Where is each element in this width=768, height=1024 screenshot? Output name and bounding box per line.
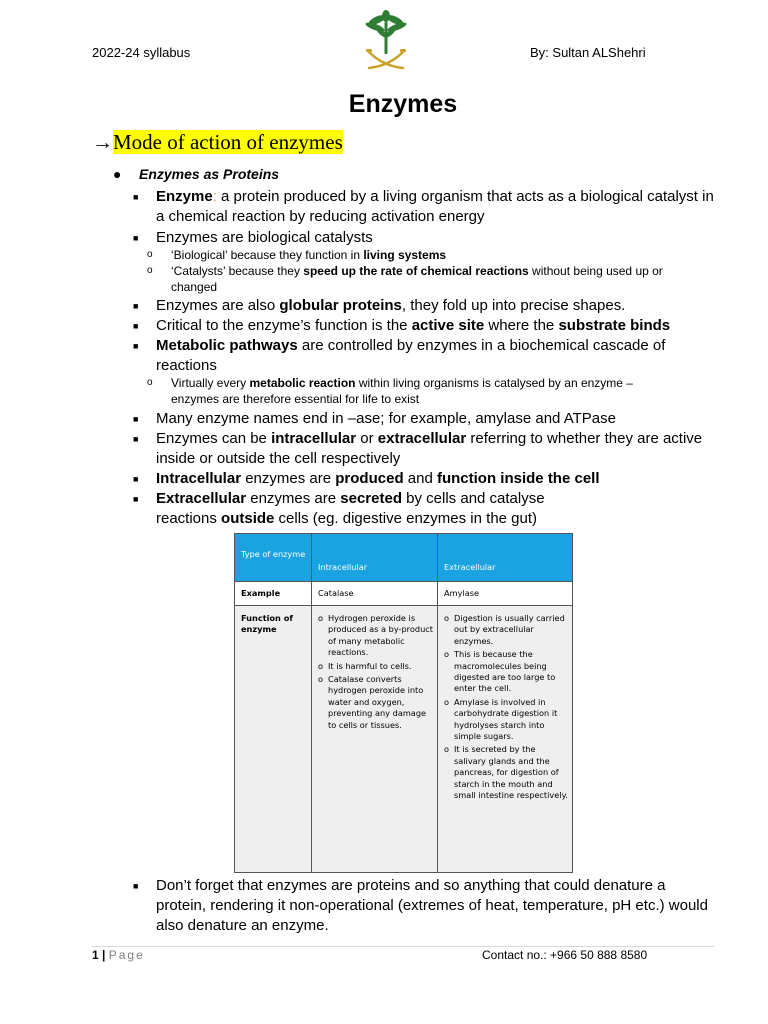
table-divider: [437, 534, 438, 872]
square-bullet-icon: ■: [133, 414, 139, 424]
bullet-intra-extra: [133, 429, 716, 469]
bullet-text: Many enzyme names end in –ase; for example, amylase and ATPase: [156, 410, 616, 427]
section-heading-text: Mode of action of enzymes: [113, 130, 343, 154]
bullet-text: where the: [484, 317, 559, 334]
subbullet-bold: metabolic reaction: [249, 376, 356, 390]
bullet-bold: produced: [335, 470, 404, 487]
list-item-text: It is secreted by the salivary glands and the pancreas, for digestion of starch in the mouth and small intestine respectively.: [454, 744, 568, 801]
subbullet-bold: speed up the rate of chemical reactions: [303, 264, 529, 278]
bullet-text: a protein produced by a living organism that acts as a biological catalyst in a chemical reaction by reducing activation energy: [156, 188, 714, 225]
table-header-intracellular: Intracellular: [318, 562, 368, 572]
subheading-text: Enzymes as Proteins: [139, 166, 280, 182]
enzyme-type-table: [234, 533, 573, 873]
palm-swords-logo-icon: [361, 8, 411, 74]
list-item: [444, 649, 568, 695]
list-item: [318, 613, 434, 659]
square-bullet-icon: ■: [133, 881, 139, 891]
footer-rule: [92, 946, 714, 947]
square-bullet-icon: ■: [133, 341, 139, 351]
bullet-text: or: [356, 430, 378, 447]
list-item-text: This is because the macromolecules being digested are too large to enter the cell.: [454, 649, 556, 694]
bullet-intracellular: [133, 469, 716, 489]
square-bullet-icon: ■: [133, 474, 139, 484]
subbullet-text: ‘Catalysts’ because they: [171, 264, 304, 278]
bullet-biological-catalysts: [133, 228, 716, 248]
circle-bullet-icon: o: [147, 249, 153, 260]
bullet-ase-names: [133, 409, 716, 429]
bullet-text: Enzymes can be: [156, 430, 272, 447]
table-header-type: Type of enzyme: [241, 549, 306, 559]
subbullet-text: ‘Biological’ because they function in: [171, 248, 364, 262]
list-item-text: Amylase is involved in carbohydrate digestion it hydrolyses starch into simple sugars.: [454, 696, 558, 742]
table-row-label-example: Example: [241, 588, 281, 598]
page-separator: |: [102, 948, 106, 962]
section-heading: [92, 130, 343, 155]
intracellular-function-list: [318, 613, 434, 733]
circle-bullet-icon: o: [444, 613, 450, 623]
bullet-bold: Extracellular: [156, 490, 247, 507]
bullet-active-site: [133, 316, 736, 336]
bullet-text: and: [403, 470, 437, 487]
bullet-text: Enzymes are biological catalysts: [156, 229, 373, 246]
circle-bullet-icon: o: [444, 696, 450, 707]
list-item-text: Hydrogen peroxide is produced as a by-product of many metabolic reactions.: [328, 613, 433, 658]
list-item-text: It is harmful to cells.: [328, 660, 412, 671]
table-divider: [235, 581, 572, 582]
bullet-bold: secreted: [340, 490, 402, 507]
table-cell-amylase: Amylase: [444, 588, 480, 598]
bullet-bold: function inside the cell: [436, 470, 600, 487]
footer-page-number: [92, 948, 145, 962]
bullet-dot-icon: ●: [113, 166, 122, 182]
term: Enzyme: [156, 188, 213, 205]
footer-contact: Contact no.: +966 50 888 8580: [482, 948, 648, 962]
bullet-extracellular: [133, 489, 716, 529]
bullet-text: Don’t forget that enzymes are proteins and so anything that could denature a protein, rendering it non-operational (extremes of heat, temperature, pH etc.) would also denature an enzyme.: [156, 877, 708, 934]
subbullet-biological: [147, 247, 711, 263]
bullet-bold: active site: [411, 317, 485, 334]
subbullet-text: within living organisms is catalysed by an enzyme – enzymes are therefore essential for life to exist: [171, 376, 633, 406]
circle-bullet-icon: o: [318, 660, 324, 671]
bullet-text: cells (eg. digestive enzymes in the gut): [274, 510, 538, 527]
bullet-bold: Metabolic pathways: [156, 337, 298, 354]
header-author: By: Sultan ALShehri: [530, 45, 646, 60]
list-item: [444, 697, 568, 743]
circle-bullet-icon: o: [147, 377, 153, 388]
right-arrow-icon: →: [92, 130, 113, 154]
bullet-text: enzymes are: [241, 470, 336, 487]
subbullet-text: without being used up or changed: [171, 264, 663, 294]
bullet-enzyme-definition: [133, 187, 716, 227]
square-bullet-icon: ■: [133, 434, 139, 444]
list-item: [318, 674, 434, 731]
circle-bullet-icon: o: [444, 744, 450, 755]
page-number: 1: [92, 948, 99, 962]
list-item: [318, 661, 434, 672]
square-bullet-icon: ■: [133, 301, 139, 311]
bullet-text: , they fold up into precise shapes.: [401, 297, 626, 314]
list-item-text: Digestion is usually carried out by extracellular enzymes.: [454, 613, 565, 646]
square-bullet-icon: ■: [133, 494, 139, 504]
circle-bullet-icon: o: [147, 265, 153, 276]
subbullet-catalysts: [147, 263, 711, 295]
bullet-text: referring to whether they are active inside or outside the cell respectively: [156, 430, 703, 467]
table-divider: [235, 605, 572, 606]
bullet-text: enzymes are: [246, 490, 341, 507]
bullet-text: Enzymes are also: [156, 297, 280, 314]
bullet-globular: [133, 296, 716, 316]
bullet-denature: [133, 876, 716, 936]
bullet-bold: globular proteins: [279, 297, 402, 314]
square-bullet-icon: ■: [133, 321, 139, 331]
table-divider: [311, 534, 312, 872]
page-title: Enzymes: [348, 90, 458, 118]
table-cell-catalase: Catalase: [318, 588, 354, 598]
table-row-label-function: Function of enzyme: [241, 613, 293, 635]
bullet-text: Critical to the enzyme’s function is the: [156, 317, 412, 334]
bullet-bold: intracellular: [271, 430, 357, 447]
bullet-text: reactions: [156, 510, 222, 527]
bullet-bold: Intracellular: [156, 470, 242, 487]
bullet-text: by cells and catalyse: [402, 490, 545, 507]
extracellular-function-list: [444, 613, 568, 804]
list-item: [444, 613, 568, 647]
header-syllabus: 2022-24 syllabus: [92, 45, 191, 60]
bullet-bold: extracellular: [377, 430, 467, 447]
square-bullet-icon: ■: [133, 192, 139, 202]
list-item-text: Catalase converts hydrogen peroxide into water and oxygen, preventing any damage to cells or tissues.: [328, 674, 427, 730]
subbullet-text: Virtually every: [171, 376, 250, 390]
subbullet-metabolic-reaction: [147, 375, 681, 407]
subbullet-bold: living systems: [363, 248, 447, 262]
square-bullet-icon: ■: [133, 233, 139, 243]
circle-bullet-icon: o: [318, 613, 324, 623]
circle-bullet-icon: o: [444, 649, 450, 660]
page-word: Page: [108, 948, 145, 962]
bullet-bold: substrate binds: [558, 317, 671, 334]
circle-bullet-icon: o: [318, 674, 324, 685]
colon: :: [212, 188, 217, 205]
bullet-metabolic-pathways: [133, 336, 716, 376]
list-item: [444, 744, 568, 801]
bullet-text: are controlled by enzymes in a biochemical cascade of reactions: [156, 337, 666, 374]
bullet-bold: outside: [221, 510, 275, 527]
table-header-extracellular: Extracellular: [444, 562, 496, 572]
